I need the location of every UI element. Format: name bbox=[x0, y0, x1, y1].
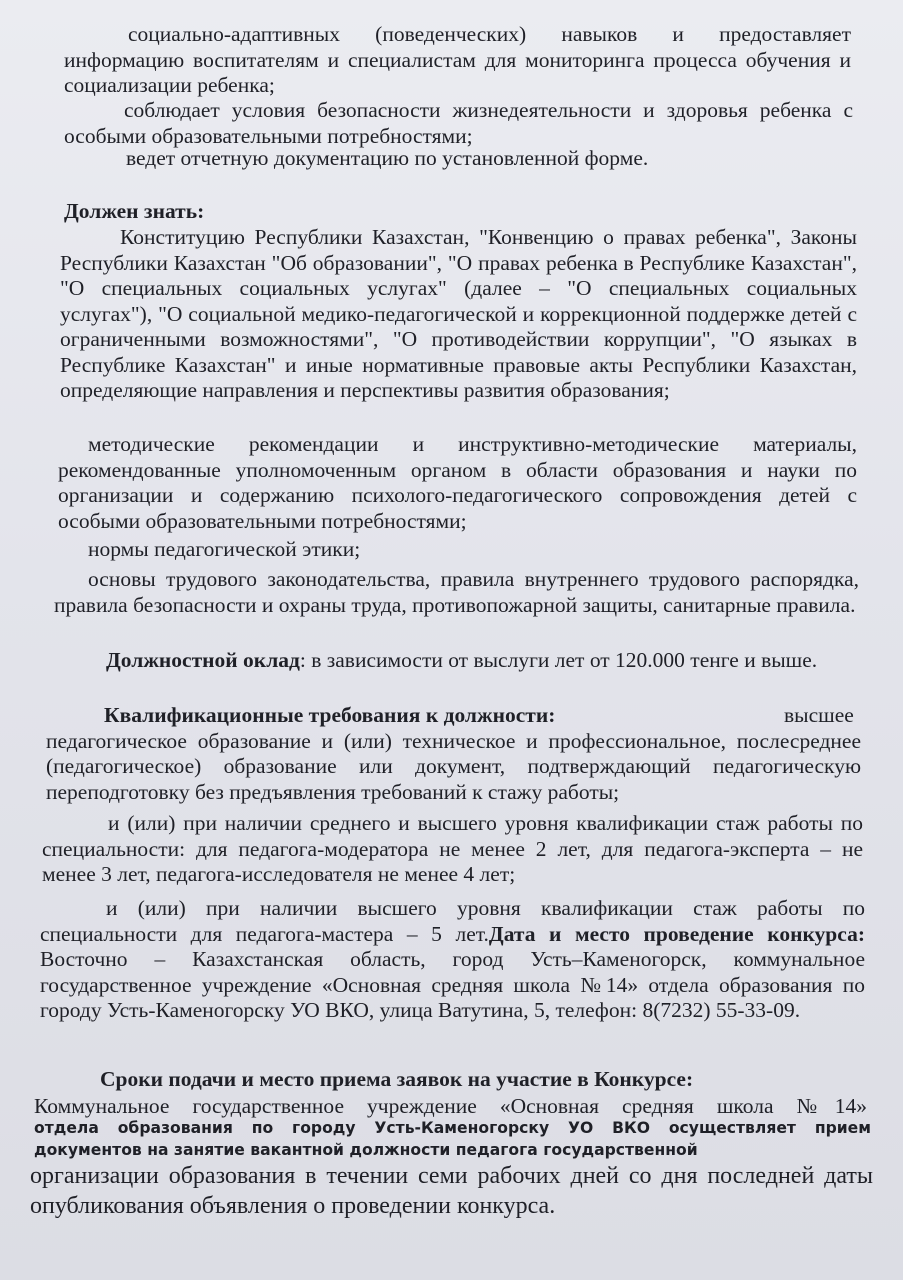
duty-item-safety: соблюдает условия безопасности жизнедеятельности и здоровья ребенка с особыми образовательными потребностями; bbox=[64, 98, 853, 148]
qualification-master-text: и (или) при наличии высшего уровня квалификации стаж работы по специальности для педагога-мастера – 5 лет. bbox=[40, 896, 865, 946]
must-know-laws: Конституцию Республики Казахстан, "Конвенцию о правах ребенка", Законы Республики Казахстан "Об образовании", "О правах ребенка в Республике Казахстан", "О специальных социальных услугах" (далее – "О специальных социальных услугах"), "О социальной медико-педагогической и коррекционной поддержке детей с ограниченными возможностями", "О противодействии коррупции", "О языках в Республике Казахстан" и иные нормативные правовые акты Республики Казахстан, определяющие направления и перспективы развития образования; bbox=[60, 225, 857, 402]
venue-text: Восточно – Казахстанская область, город Усть–Каменогорск, коммунальное государственное учреждение «Основная средняя школа №14» отдела образования по городу Усть-Каменогорску УО ВКО, улица Ватутина, 5, телефон: 8(7232) 55-33-09. bbox=[40, 947, 865, 1022]
must-know-ethics: нормы педагогической этики; bbox=[88, 537, 361, 561]
salary-label: Должностной оклад bbox=[106, 648, 300, 672]
must-know-heading: Должен знать: bbox=[64, 199, 205, 223]
qualification-master bbox=[40, 896, 865, 1024]
must-know-guidelines: методические рекомендации и инструктивно-методические материалы, рекомендованные уполномоченным органом в области образования и науки по организации и содержанию психолого-педагогического сопровождения детей с особыми образовательными потребностями; bbox=[58, 432, 857, 533]
qualification-education: высшее педагогическое образование и (или) техническое и профессиональное, послесреднее (педагогическое) образование или документ, подтверждающий педагогическую переподготовку без предъявления требований к стажу работы; bbox=[46, 703, 861, 804]
qualification-experience: и (или) при наличии среднего и высшего уровня квалификации стаж работы по специальности: для педагога-модератора не менее 2 лет, для педагога-эксперта – не менее 3 лет, педагога-исследователя не менее 4 лет; bbox=[42, 811, 863, 886]
deadline-heading: Сроки подачи и место приема заявок на участие в Конкурсе: bbox=[100, 1067, 694, 1091]
duty-item-reporting: ведет отчетную документацию по установленной форме. bbox=[126, 146, 649, 170]
deadline-department: отдела образования по городу Усть-Каменогорску УО ВКО осуществляет прием документов на занятие вакантной должности педагога государственной bbox=[34, 1119, 871, 1159]
venue-label: Дата и место проведение конкурса: bbox=[488, 921, 865, 946]
deadline-terms: организации образования в течении семи рабочих дней со дня последней даты опубликования объявления о проведении конкурса. bbox=[30, 1163, 873, 1219]
duty-item-behavior-skills: социально-адаптивных (поведенческих) навыков и предоставляет информацию воспитателям и специалистам для мониторинга процесса обучения и социализации ребенка; bbox=[64, 22, 851, 97]
salary-text: : в зависимости от выслуги лет от 120.000 тенге и выше. bbox=[299, 648, 818, 672]
deadline-institution: Коммунальное государственное учреждение «Основная средняя школа №14» bbox=[34, 1094, 867, 1118]
qualification-heading: Квалификационные требования к должности: bbox=[104, 703, 556, 727]
salary-paragraph bbox=[52, 648, 861, 674]
must-know-labor-law: основы трудового законодательства, правила внутреннего трудового распорядка, правила безопасности и охраны труда, противопожарной защиты, санитарные правила. bbox=[54, 567, 859, 617]
